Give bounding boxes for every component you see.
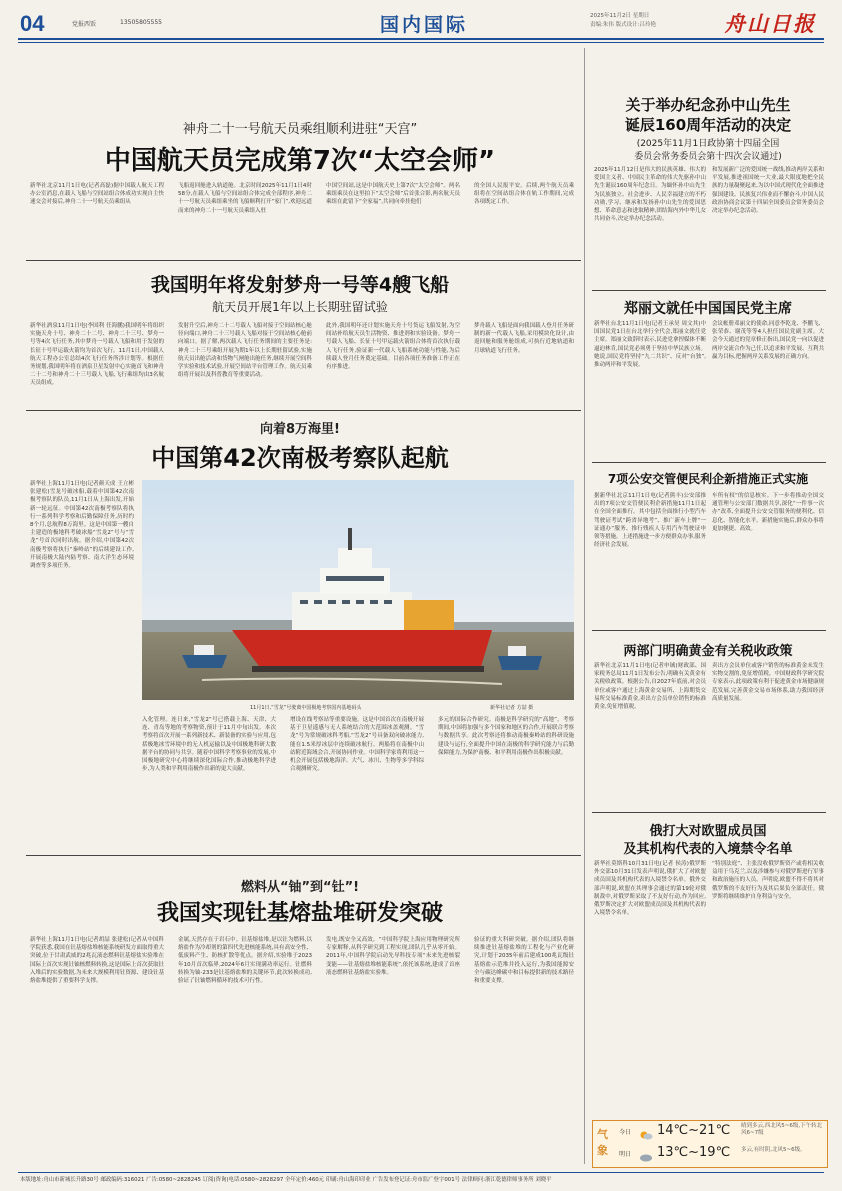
story4-col4: 验证的重大科研突破。据介绍,团队将继续推进钍基熔盐堆的工程化与产业化研究,计划于2035年前后建成100兆瓦级钍基熔盐示范堆并投入运行,为我国能源安全与碳达峰碳中和目标提供新的技术路径和重要支撑。: [474, 937, 574, 985]
story5-dek-2: 委员会常务委员会第十四次会议通过): [634, 152, 782, 162]
masthead-rule: [18, 38, 824, 40]
divider: [26, 855, 581, 856]
story3-headline: 中国第42次南极考察队起航: [151, 444, 449, 472]
footer-rule: [18, 1172, 824, 1173]
story7-col1: 据新华社北京11月1日电(记者熊丰)公安部推出的7项公安交管便民利企新措施11月1日起在全国全面推行。其中包括全面推行小型汽车驾驶证考试“跨省异地考”、推广新车上牌“一证通办”服务、推行残疾人专用汽车驾驶证申领等措施。上述措施进一步方便群众办事,服务经济社会发展。: [594, 493, 706, 549]
paper-logo: 舟山日报: [724, 11, 816, 36]
weather-tomorrow-desc: 多云,有时阴,北风5~6级。: [741, 1147, 806, 1153]
page-number: 04: [20, 11, 45, 36]
story5-col2: 和发展新广泛的爱国统一战线,推动两岸关系和平发展,推进祖国统一大业,最大限度地把全民族的力量凝聚起来,为以中国式现代化全面推进强国建设、民族复兴伟业而不懈奋斗,中国人民政治协商会议第十四届全国委员会常务委员会决定举办纪念活动。: [712, 167, 824, 215]
story3-col1: 新华社上海11月1日电(记者颜天成 王立彬 张建松)雪龙号破冰船,载着中国第42次南极考察队的队员,11月1日从上海出发,开始新一轮远征。中国第42次南极考察队将执行一系列科学考察和后勤保障任务,历时约8个月,总航程8万海里。这是中国第一艘自主建造的极地科考破冰船“雪龙2”号与“雪龙”号首次同时出航。据介绍,中国第42次南极考察将执行“秦岭站”的后续建设工作,开展南极大陆内陆考察、南大洋生态环境调查等多项任务。: [30, 481, 134, 570]
weather-tomorrow-label: 明日: [619, 1151, 632, 1158]
story2-headline: 我国明年将发射梦舟一号等4艘飞船: [150, 274, 450, 296]
story8-col2: 卖出方会员单位或客户销售的标准黄金未发生实物交割的,免征增值税。中国财政科学研究院专家表示,此项政策有利于促进黄金市场健康规范发展,完善黄金交易市场体系,助力我国经济高质量发展。: [712, 663, 824, 702]
story6-col2: 会议帐册邓丽文的使命,同意李乾龙、李鹏飞、张荣恭、谢茂等等4人担任国民党副主席。大会今天通过的党章修正指出,国民党一向以促进两岸交流合作为己任,以追求和平发展、互利共赢为目标,把握两岸关系发展的正确方向。: [712, 321, 824, 360]
weather-label: [597, 1127, 613, 1159]
story1-kicker: 神舟二十一号航天员乘组顺利进驻“天宫”: [182, 122, 418, 137]
story4-col2: 金属,天然存在于岩石中。钍基熔盐堆,是以钍为燃料,以熔盐作为冷却剂的第四代先进核能系统,具有高安全性、低废料产生、防核扩散等优点。据介绍,实验堆于2023年10月首次临界,2024年6月实现满功率运行。钍燃料转换为铀-233是钍基熔盐堆的关键环节,此次转换成功,验证了钍铀燃料循环的技术可行性。: [178, 937, 312, 985]
story8-col1: 新华社北京11月1日电(记者申铖)财政部、国家税务总局11月1日发布公告,明确有关黄金有关税收政策。根据公告,自2027年底前,对会员单位或客户通过上海黄金交易所、上海期货交易所交易标准黄金,卖出方会员单位销售的标准黄金,免征增值税。: [594, 663, 706, 711]
story6-col1: 新华社台北11月1日电(记者王承昊 周文其)中国国民党1日在台北举行全代会,郑丽文就任党主席。郑丽文致辞时表示,民进党拿捏媒体不断逼迫林肯,国民党必须勇于坚持中华民族立场。她说,国民党将坚持“九二共识”、反对“台独”,推动两岸和平发展。: [594, 321, 706, 369]
story9-col2: “特别法庭”、主张没收俄罗斯资产或将相关收益用于乌克兰,以及涉嫌参与对俄罗斯进行军事和政治施压的人员。声明说,欧盟不得不将其对俄罗斯的不友好行为及其后果负全部责任。俄罗斯将继续维护自身利益与安全。: [712, 861, 824, 900]
sun-cloud-icon: [639, 1125, 653, 1135]
divider: [26, 410, 581, 411]
story9-col1: 新华社莫斯科10月31日电(记者 侯涛)俄罗斯外交部10月31日发表声明说,俄扩大了对欧盟成员国及其机构代表的入境禁令名单。俄外交部声明说,欧盟在其理事会通过的第19轮对俄制裁中,对俄罗斯采取了不友好行动,作为回应,俄罗斯决定扩大对欧盟成员国及其机构代表的入境禁令名单。: [594, 861, 706, 917]
story1-col1: 新华社北京11月1日电(记者高磊)据中国载人航天工程办公室消息,在载人飞船与空间站组合体成功实现自主快速交会对接后,神舟二十一号航天员乘组从: [30, 183, 164, 206]
story3-col2: 入化管理。连日来,“雪龙2”号已搭载上海、天津、大连、青岛等地的考察物资,预计于11月中旬出发。本次考察将首次开展一系列新技术、新装备的实验与应用,包括极地冰雪环境中的无人机运输以及中国极地科研大数据平台的协同与共享。随着中国科学考察事业的发展,中国极地研究中心将继续深化国际合作,推动极地科学进步,为人类和平利用南极作出新的更大贡献。: [142, 717, 276, 773]
icebreaker-photo: [142, 480, 574, 700]
story5-headline-1: 关于举办纪念孙中山先生: [625, 96, 791, 114]
phone-number: 13505805555: [120, 19, 162, 26]
story4-col1: 新华社上海11月1日电(记者胡喆 张建松)记者从中国科学院获悉,我国在钍基熔盐堆核能系统研发方面取得重大突破,位于甘肃武威的2兆瓦液态燃料钍基熔盐实验堆在国际上首次实现钍铀核燃料转换,这是国际上首次获取钍入堆后的实验数据,为未来大规模利用钍资源、建设钍基熔盐堆提供了重要科学支撑。: [30, 937, 164, 985]
photo-caption: 11月1日,“雪龙”号驶离中国极地考察国内基地码头: [250, 705, 362, 711]
story2-col1: 新华社酒泉11月1日电(李国利 任海鹏)我国明年将组织实施天舟十号、神舟二十二号、神舟二十三号、梦舟一号等4次飞行任务,其中梦舟一号载人飞船和用于发射的长征十号甲运载火箭均为首次飞行。11月1日,中国载人航天工程办公室总结4次飞行任务所涉计划等。根据任务规划,我国明年将在酒泉卫星发射中心实施首飞和神舟二十二号和神舟二十三号载人飞船,飞行乘组均由3名航天员组成。: [30, 323, 164, 387]
story3-col3: 增设在线考察站等重要设施。这是中国首次在南极开展基于卫星遥感与无人系统结合的大范围冰盖观测。“雪龙”号为常规破冰科考船,“雪龙2”号具备双向破冰能力,能在1.5米厚冰层中连续破冰航行。两船将在南极中山站附近海域会合,开展协同作业。中国科学家将利用这一机会开展包括极地海洋、大气、冰川、生物等多学科综合观测研究。: [290, 717, 424, 773]
weather-today-desc: 晴到多云,西北风5~6级,下午转北风6~7级: [741, 1123, 823, 1136]
masthead-rule-thin: [18, 42, 824, 43]
story1-col2: 飞船返回舱进入轨道舱。北京时间2025年11月1日4时58分,在载人飞船与空间站组合体完成全部程序,神舟二十一号航天员乘组乘坐的飞船顺利打开“家门”,欢迎远道而来的神舟二十一号航天员乘组入驻: [178, 183, 312, 214]
footer-info: 本版地址:舟山市新城长升路30号 邮政编码:316021 广告:0580~2828245 订阅(咨询)电话:0580~2828297 全年定价:460元 印刷:舟山海印印业 广告发布登记证:舟市监广登字001号 法律顾问:浙江乾德律师事务所 刘晓平: [20, 1177, 552, 1183]
story5-dek-1: (2025年11月1日政协第十四届全国: [636, 139, 780, 149]
weather-today-temp: 14℃~21℃: [657, 1123, 731, 1138]
divider: [26, 260, 581, 261]
section-title: 国内国际: [380, 14, 469, 36]
story8-headline: 两部门明确黄金有关税收政策: [623, 644, 793, 659]
column-divider: [584, 48, 585, 1164]
divider: [592, 630, 826, 631]
story2-dek: 航天员开展1年以上长期驻留试验: [212, 300, 388, 314]
weather-box: [592, 1120, 828, 1168]
story2-col3: 此外,我国明年还计划实施天舟十号货运飞船发射,为空间站补给航天员生活物资、推进剂和实验设备。梦舟一号载人飞船、长征十号甲运载火箭组合体将首次执行载人飞行任务,验证新一代载人飞船系统功能与性能,为后续载人登月任务奠定基础。目前各项任务准备工作正在有序推进。: [326, 323, 460, 371]
editor-info: 党报西饭: [72, 21, 97, 28]
divider: [592, 462, 826, 463]
story7-col2: 车所有权“的信息核实。下一步将推动全国交通管理与公安部门数据共享,深化“一件事一次办”改革,全面提升公安交管服务的便利化、信息化、智能化水平。新措施实施后,群众办事将更加便捷、高效。: [712, 493, 824, 532]
story1-headline: 中国航天员完成第7次“太空会师”: [104, 146, 496, 176]
staff-line: 责编:朱伟 版式设计:吕玲艳: [590, 22, 656, 28]
story9-headline-2: 及其机构代表的入境禁令名单: [623, 842, 793, 857]
weather-tomorrow-temp: 13℃~19℃: [657, 1145, 731, 1160]
story1-col3: 中国空间站,这是中国航天史上第7次“太空会师”。两名乘组乘员在这里拍下“太空会师”后首张合影,两名航天员乘组在此留下“全家福”,共同向牵挂他们: [326, 183, 460, 206]
cloud-icon: [639, 1147, 653, 1157]
weather-today-label: 今日: [619, 1129, 632, 1136]
story3-col4: 多元的国际合作研究。南极是科学研究的“高地”。考察期间,中国将加强与多个国家和地区的合作,开展联合考察与数据共享。此次考察还将推动南极秦岭站的科研设施建设与运行,全面提升中国在南极的科学研究能力与后勤保障能力,为保护南极、和平利用南极作出积极贡献。: [438, 717, 574, 756]
story4-kicker: 燃料从“铀”到“钍”!: [240, 880, 360, 895]
photo-credit: 新华社记者 方喆 摄: [490, 705, 534, 711]
story2-col2: 发射升空后,神舟二十二号载人飞船对接于空间站核心舱径向端口,神舟二十三号载人飞船对接于空间站核心舱前向端口。据了解,两次载人飞行任务期间的主要任务是:神舟二十三号乘组开展为期1年以上长期驻留试验,实施航天员出舱活动和货物气闸舱出舱任务,继续开展空间科学实验和技术试验,开展空间站平台管理工作。航天员乘组将开展以及科普教育等重要活动。: [178, 323, 312, 379]
story3-kicker: 向着8万海里!: [260, 422, 340, 437]
story5-headline-2: 诞辰160周年活动的决定: [624, 116, 792, 134]
story2-col4: 梦舟载人飞船是面向我国载人登月任务研制的新一代载人飞船,采用模块化设计,由返回舱和服务舱组成,可执行近地轨道和月球轨道飞行任务。: [474, 323, 574, 354]
story4-headline: 我国实现钍基熔盐堆研发突破: [156, 901, 443, 926]
divider: [592, 290, 826, 291]
story1-col4: 的全国人民报平安。后续,两个航天员乘组将在空间站组合体在轨工作期间,完成各项既定工作。: [474, 183, 574, 206]
story9-headline-1: 俄打大对欧盟成员国: [649, 824, 767, 839]
weather-label-bottom: 象: [597, 1144, 608, 1157]
icebreaker-illustration: [142, 480, 574, 700]
story4-col3: 发电,既安全又高效。“中国科学院上海应用物理研究所专家解释,从科学研究到工程实现,团队几乎从零开始。2011年,中国科学院启动先导科技专项“未来先进核裂变能——钍基熔盐堆核能系统”,依托该系统,建成了首座液态燃料钍基熔盐实验堆。: [326, 937, 460, 976]
weather-label-top: 气: [597, 1128, 608, 1141]
divider: [592, 812, 826, 813]
story7-headline: 7项公安交管便民利企新措施正式实施: [607, 472, 809, 486]
story5-col1: 2025年11月12日是伟大的民族英雄、伟大的爱国主义者、中国民主革命的伟大先驱孙中山先生诞辰160周年纪念日。为缅怀孙中山先生为民族独立、社会进步、人民幸福建立的不朽功勋,学习、继承和发扬孙中山先生的爱国思想、革命意志和进取精神,团结海内外中华儿女共同奋斗,决定举办纪念活动。: [594, 167, 706, 223]
date-line: 2025年11月2日 星期日: [590, 13, 650, 19]
story6-headline: 郑丽文就任中国国民党主席: [624, 301, 792, 317]
